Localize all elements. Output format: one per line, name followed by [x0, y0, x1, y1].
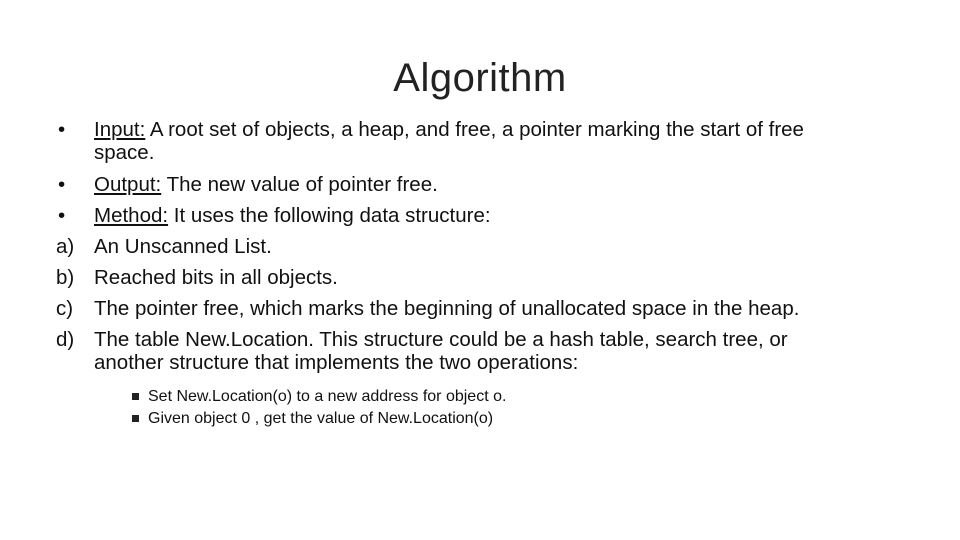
sub-item-text: Set New.Location(o) to a new address for object o.: [148, 387, 507, 405]
slide-title: Algorithm: [393, 56, 567, 100]
list-text: The pointer free, which marks the beginning of unallocated space in the heap.: [94, 296, 800, 320]
bullet-marker: •: [58, 118, 66, 141]
sub-item-set: [56, 386, 816, 407]
list-text: An Unscanned List.: [94, 234, 272, 258]
list-marker: a): [56, 234, 75, 258]
bullet-label-output: Output:: [94, 172, 162, 196]
list-marker: b): [56, 265, 75, 289]
square-bullet-icon: [132, 393, 139, 400]
slide-body: [56, 118, 816, 430]
bullet-output: [56, 173, 816, 196]
list-text: The table New.Location. This structure could be a hash table, search tree, or another structure that implements the two operations:: [94, 327, 788, 374]
bullet-label-input: Input:: [94, 118, 146, 141]
list-item-b: [56, 266, 816, 289]
bullet-text-method: It uses the following data structure:: [168, 203, 491, 227]
bullet-method: [56, 204, 816, 227]
square-bullet-icon: [132, 415, 139, 422]
bullet-text-input: A root set of objects, a heap, and free, a pointer marking the start of free space.: [94, 118, 804, 164]
list-marker: c): [56, 296, 74, 320]
sub-item-text: Given object 0 , get the value of New.Location(o): [148, 409, 494, 427]
bullet-input: [56, 118, 816, 164]
list-text: Reached bits in all objects.: [94, 265, 338, 289]
bullet-label-method: Method:: [94, 203, 169, 227]
list-item-d: [56, 328, 816, 374]
bullet-text-output: The new value of pointer free.: [161, 172, 438, 196]
bullet-marker: •: [58, 203, 66, 227]
list-marker: d): [56, 327, 75, 351]
bullet-marker: •: [58, 172, 66, 196]
sub-item-get: [56, 408, 816, 429]
list-item-a: [56, 235, 816, 258]
list-item-c: [56, 297, 816, 320]
